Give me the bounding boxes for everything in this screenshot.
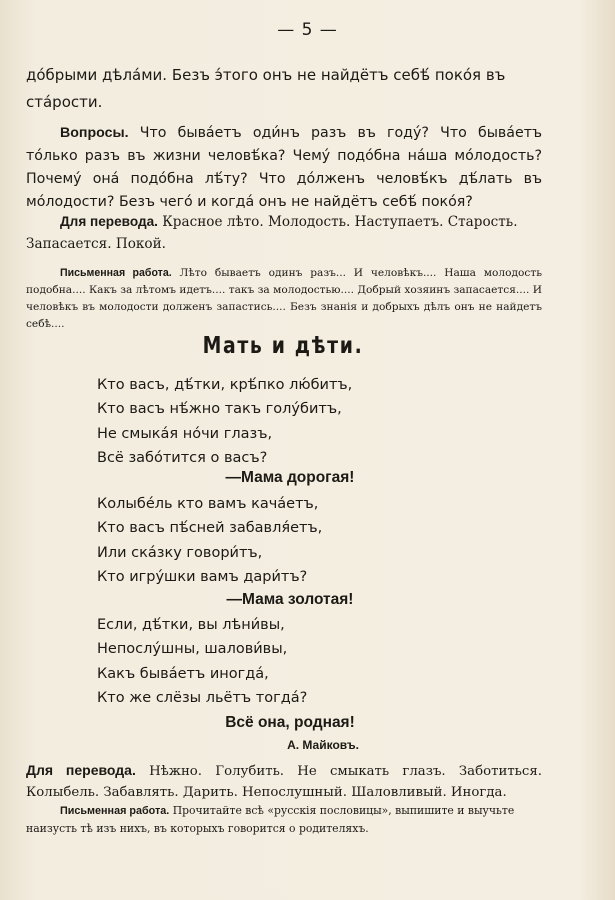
poem-title: Мать и дѣти. <box>202 333 364 359</box>
written-work-text-1: Лѣто бываетъ одинъ разъ... И человѣкъ.... Наша молодость подобна.... Какъ за лѣтомъ идетъ.... такъ за молодостью.... Добрый хозяинъ запасается.... И человѣкъ въ молодости долженъ запастись.... Безъ знанія и добрыхъ дѣлъ онъ не найдетъ себѣ.... <box>26 267 542 330</box>
translation-paragraph-2 <box>26 760 542 803</box>
poem-refrain-3: Всё она, родная! <box>225 714 355 731</box>
translation-label-1: Для перевода. <box>60 214 158 229</box>
questions-paragraph <box>26 122 542 214</box>
written-work-paragraph-2 <box>26 802 542 837</box>
questions-text: Что быва́етъ оди́нъ разъ въ году́? Что быва́етъ то́лько разъ въ жизни человѣ́ка? Чему́ подо́бна на́ша мо́лодость? Почему́ она́ подо́бна лѣ́ту? Что до́лженъ человѣ́къ дѣ́лать въ мо́лодости? Безъ чего́ и когда́ онъ не найдётъ себѣ́ поко́я? <box>26 125 542 210</box>
poem-line: Если, дѣ́тки, вы лѣни́вы, <box>97 617 285 633</box>
translation-paragraph-1 <box>26 211 542 255</box>
poem-stanza-1 <box>97 373 397 470</box>
poem-line: Колыбе́ль кто вамъ кача́етъ, <box>97 496 319 512</box>
poem-stanza-3 <box>97 613 397 710</box>
poem-line: Или ска́зку говори́тъ, <box>97 544 263 561</box>
poem-refrain-1: —Мама дорогая! <box>225 469 355 486</box>
questions-label: Вопросы. <box>60 125 129 141</box>
written-work-label-2: Письменная работа. <box>60 805 170 817</box>
intro-paragraph: до́брыми дѣла́ми. Безъ э́того онъ не найдётъ себѣ́ поко́я въ ста́рости. <box>26 66 506 111</box>
poem-line: Непослу́шны, шалови́вы, <box>97 641 288 658</box>
written-work-text-2: Прочитайте всѣ «русскія пословицы», выпишите и выучьте наизусть тѣ изъ нихъ, въ которыхъ говорится о родителяхъ. <box>26 804 515 835</box>
poem-line: Какъ быва́етъ иногда́, <box>97 665 269 682</box>
translation-label-2: Для перевода. <box>26 762 136 778</box>
poem-line: Кто же слёзы льётъ тогда́? <box>97 689 308 706</box>
written-work-paragraph-1 <box>26 265 542 333</box>
written-work-label-1: Письменная работа. <box>60 267 172 279</box>
poem-author: А. Майковъ. <box>287 738 359 752</box>
poem-line: Не смыка́я но́чи глазъ, <box>97 425 273 442</box>
poem-line: Кто васъ пѣ́сней забавля́етъ, <box>97 520 323 537</box>
poem-line: Всё забо́тится о васъ? <box>97 449 268 466</box>
poem-line: Кто игру́шки вамъ дари́тъ? <box>97 568 308 585</box>
poem-line: Кто васъ нѣ́жно такъ голу́битъ, <box>97 401 342 418</box>
translation-text-1: Красное лѣто. Молодость. Наступаетъ. Старость. Запасается. Покой. <box>26 214 518 252</box>
poem-refrain-2: —Мама золотая! <box>226 591 354 608</box>
poem-stanza-2 <box>97 492 397 589</box>
translation-text-2: Нѣжно. Голубить. Не смыкать глазъ. Заботиться. Колыбель. Забавлять. Дарить. Непослушный. Шаловливый. Иногда. <box>26 764 542 800</box>
page-number: — 5 — <box>277 20 338 40</box>
poem-line: Кто васъ, дѣ́тки, крѣ́пко лю́битъ, <box>97 377 353 393</box>
